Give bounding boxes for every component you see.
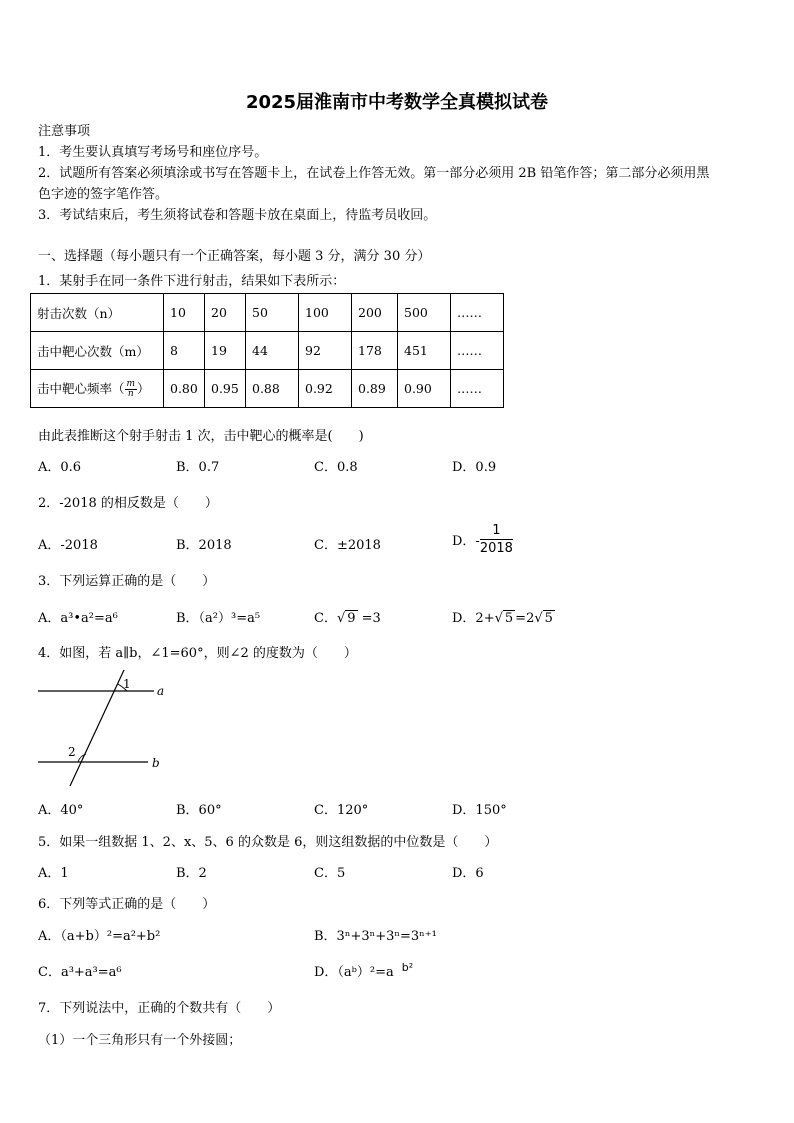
- q2-option-d: [452, 522, 513, 557]
- q2-option-c: C．±2018: [314, 538, 381, 553]
- notice-item-3: 3．考试结束后，考生须将试卷和答题卡放在桌面上，待监考员收回。: [38, 208, 437, 223]
- fraction-numerator: 1: [480, 522, 513, 540]
- notice-item-2-cont: 色字迹的签字笔作答。: [38, 187, 169, 202]
- q6-option-a: A．（a+b）²=a²+b²: [38, 929, 161, 944]
- sqrt-symbol: √: [494, 611, 503, 626]
- q1-follow: 由此表推断这个射手射击 1 次，击中靶心的概率是( ): [38, 429, 364, 444]
- q3-option-c: [314, 607, 381, 626]
- sqrt-symbol: √: [336, 611, 346, 626]
- table-cell: 8: [164, 332, 205, 370]
- q6-option-c: C．a³+a³=a⁶: [38, 965, 122, 980]
- q2-d-prefix: D．-: [452, 534, 480, 549]
- table-row: [31, 370, 504, 408]
- table-cell: ……: [451, 370, 504, 408]
- radicand: 5: [504, 611, 514, 626]
- q3-option-d: [452, 607, 555, 626]
- sqrt-symbol: √: [534, 611, 543, 626]
- q4-option-b: B．60°: [176, 803, 222, 818]
- q5-option-b: B．2: [176, 866, 207, 881]
- q6-d-superscript: b²: [401, 961, 414, 974]
- table-cell: 178: [352, 332, 398, 370]
- table-row: [31, 294, 504, 332]
- transversal: [70, 670, 124, 786]
- table-cell: 200: [352, 294, 398, 332]
- radicand: 9: [347, 611, 356, 626]
- q6-option-b: B．3ⁿ+3ⁿ+3ⁿ=3ⁿ⁺¹: [314, 929, 437, 944]
- q2-d-fraction: [480, 522, 513, 557]
- table-cell: 20: [205, 294, 246, 332]
- frequency-fraction: [125, 380, 138, 399]
- page-title: 2025届淮南市中考数学全真模拟试卷: [245, 92, 549, 113]
- q3-stem: 3．下列运算正确的是（ ）: [38, 574, 216, 589]
- q7-item-1: （1）一个三角形只有一个外接圆；: [38, 1033, 242, 1048]
- fraction-denominator: n: [127, 388, 134, 399]
- table-cell: 0.80: [164, 370, 205, 408]
- angle-1-label: 1: [123, 677, 131, 691]
- q3-option-b: B．（a²）³=a⁵: [176, 611, 261, 626]
- table-cell: 0.88: [246, 370, 299, 408]
- table-cell: 451: [398, 332, 451, 370]
- line-a-label: a: [157, 684, 165, 698]
- q2-option-a: A．-2018: [38, 538, 98, 553]
- table-cell: 10: [164, 294, 205, 332]
- notice-item-2: 2．试题所有答案必须填涂或书写在答题卡上，在试卷上作答无效。第一部分必须用 2B 铅笔作答；第二部分必须用黑: [38, 166, 710, 181]
- fraction-denominator: 2018: [479, 541, 513, 556]
- table-cell: 0.95: [205, 370, 246, 408]
- section-heading: 一、选择题（每小题只有一个正确答案，每小题 3 分，满分 30 分）: [38, 249, 431, 264]
- q4-option-c: C．120°: [314, 803, 369, 818]
- fraction-numerator: m: [126, 378, 136, 389]
- q7-stem: 7．下列说法中，正确的个数共有（ ）: [38, 1001, 281, 1016]
- q2-option-b: B．2018: [176, 538, 232, 553]
- row3-label-end: ）: [137, 380, 150, 396]
- angle-2-label: 2: [68, 745, 76, 759]
- shooting-table: [30, 293, 504, 408]
- q3-c-suffix: =3: [357, 611, 381, 626]
- table-cell: 100: [299, 294, 352, 332]
- q3-c-prefix: C．: [314, 611, 337, 626]
- notice-item-1: 1．考生要认真填写考场号和座位序号。: [38, 145, 268, 160]
- q1-option-d: D．0.9: [452, 460, 497, 475]
- q5-option-c: C．5: [314, 866, 346, 881]
- q6-d-prefix: D．（aᵇ）²=a: [314, 965, 394, 980]
- table-row-label: 击中靶心次数（m）: [31, 332, 164, 370]
- q5-option-d: D．6: [452, 866, 484, 881]
- q1-option-b: B．0.7: [176, 460, 220, 475]
- q4-stem: 4．如图，若 a∥b，∠1=60°，则∠2 的度数为（ ）: [38, 646, 357, 661]
- row3-label-text: 击中靶心频率（: [37, 380, 125, 396]
- table-cell: 50: [246, 294, 299, 332]
- table-cell: 92: [299, 332, 352, 370]
- table-cell: 500: [398, 294, 451, 332]
- q6-stem: 6．下列等式正确的是（ ）: [38, 897, 216, 912]
- table-row-label: [31, 370, 164, 408]
- q3-d-mid: =2: [515, 611, 535, 626]
- table-cell: 0.90: [398, 370, 451, 408]
- q5-stem: 5．如果一组数据 1、2、x、5、6 的众数是 6，则这组数据的中位数是（ ）: [38, 835, 498, 850]
- q1-stem: 1．某射手在同一条件下进行射击，结果如下表所示：: [38, 274, 346, 289]
- q5-option-a: A．1: [38, 866, 69, 881]
- line-b-label: b: [152, 756, 160, 770]
- table-row-label: 射击次数（n）: [31, 294, 164, 332]
- q1-option-c: C．0.8: [314, 460, 358, 475]
- table-cell: 19: [205, 332, 246, 370]
- table-cell: 0.92: [299, 370, 352, 408]
- q4-option-d: D．150°: [452, 803, 507, 818]
- table-cell: ……: [451, 332, 504, 370]
- table-cell: 44: [246, 332, 299, 370]
- table-row: [31, 332, 504, 370]
- q6-option-d: [314, 961, 413, 980]
- q1-option-a: A．0.6: [38, 460, 82, 475]
- table-cell: ……: [451, 294, 504, 332]
- notice-heading: 注意事项: [38, 124, 91, 139]
- q4-option-a: A．40°: [38, 803, 84, 818]
- q3-option-a: A．a³•a²=a⁶: [38, 611, 118, 626]
- q3-d-prefix: D．2+: [452, 611, 495, 626]
- table-cell: 0.89: [352, 370, 398, 408]
- parallel-lines-figure: [30, 668, 180, 790]
- q2-stem: 2．-2018 的相反数是（ ）: [38, 496, 218, 511]
- radicand: 5: [544, 611, 553, 626]
